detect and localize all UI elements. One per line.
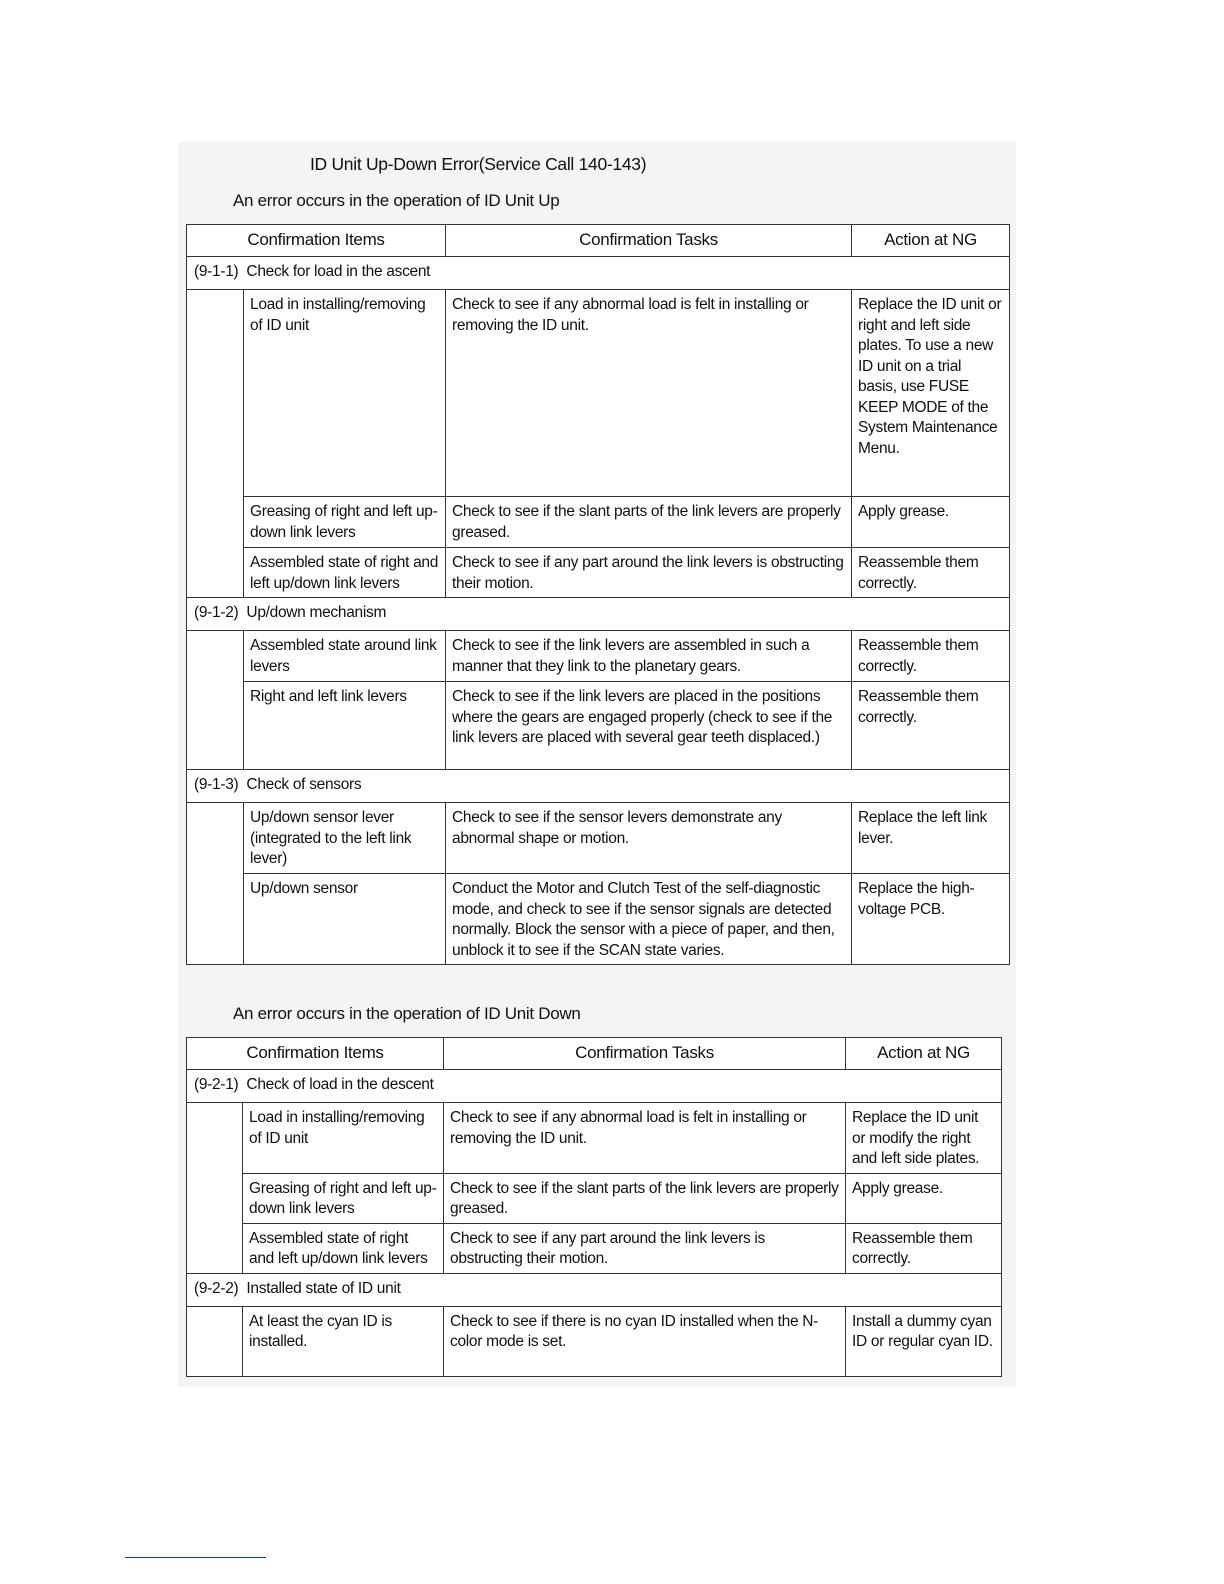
action-at-ng: Apply grease.: [852, 497, 1010, 548]
confirmation-task: Check to see if any part around the link levers is obstructing their motion.: [444, 1223, 846, 1273]
section-row: [187, 1070, 1002, 1103]
confirmation-task: Check to see if the link levers are assembled in such a manner that they link to the planetary gears.: [446, 631, 852, 682]
action-at-ng: Replace the high-voltage PCB.: [852, 874, 1010, 965]
action-at-ng: Install a dummy cyan ID or regular cyan ID.: [846, 1306, 1002, 1376]
header-confirmation-items: Confirmation Items: [187, 225, 446, 257]
confirmation-item: Up/down sensor: [244, 874, 446, 965]
action-at-ng: Apply grease.: [846, 1173, 1002, 1223]
action-at-ng: Reassemble them correctly.: [852, 631, 1010, 682]
action-at-ng: Replace the ID unit or modify the right and left side plates.: [846, 1103, 1002, 1174]
section-label: Installed state of ID unit: [246, 1279, 401, 1297]
table-caption-down: An error occurs in the operation of ID Unit Down: [233, 1004, 581, 1023]
table-header-row: [187, 225, 1010, 257]
indent-cell: [187, 1306, 243, 1376]
table-row: [187, 548, 1010, 598]
action-at-ng: Replace the ID unit or right and left side plates. To use a new ID unit on a trial basis, use FUSE KEEP MODE of the System Maintenance Menu.: [852, 290, 1010, 497]
table-row: [187, 803, 1010, 874]
header-action-at-ng: Action at NG: [852, 225, 1010, 257]
confirmation-task: Check to see if there is no cyan ID installed when the N-color mode is set.: [444, 1306, 846, 1376]
section-row: [187, 1273, 1002, 1306]
table-row: [187, 1223, 1002, 1273]
section-label: Check for load in the ascent: [246, 263, 431, 280]
confirmation-item: Right and left link levers: [244, 682, 446, 770]
table-row: [187, 497, 1010, 548]
header-confirmation-items: Confirmation Items: [187, 1038, 444, 1070]
table-row: [187, 1173, 1002, 1223]
confirmation-task: Check to see if the sensor levers demonstrate any abnormal shape or motion.: [446, 803, 852, 874]
section-label: Check of sensors: [246, 776, 362, 793]
table-row: [187, 1103, 1002, 1174]
action-at-ng: Reassemble them correctly.: [846, 1223, 1002, 1273]
confirmation-item: Assembled state around link levers: [244, 631, 446, 682]
indent-cell: [187, 803, 244, 965]
confirmation-task: Conduct the Motor and Clutch Test of the self-diagnostic mode, and check to see if the sensor signals are detected normally. Block the sensor with a piece of paper, and then, unblock it to see if the SCAN state varies.: [446, 874, 852, 965]
confirmation-task: Check to see if the slant parts of the link levers are properly greased.: [444, 1173, 846, 1223]
section-label: Up/down mechanism: [246, 604, 387, 621]
section-row: [187, 598, 1010, 631]
page-title: ID Unit Up-Down Error(Service Call 140-143): [310, 154, 647, 174]
confirmation-task: Check to see if any abnormal load is felt in installing or removing the ID unit.: [446, 290, 852, 497]
confirmation-item: Assembled state of right and left up/down link levers: [244, 548, 446, 598]
table-header-row: [187, 1038, 1002, 1070]
confirmation-item: Up/down sensor lever (integrated to the left link lever): [244, 803, 446, 874]
footnote-rule: [125, 1557, 266, 1558]
section-code: (9-1-2): [194, 604, 239, 621]
section-code: (9-2-1): [194, 1076, 239, 1093]
header-confirmation-tasks: Confirmation Tasks: [444, 1038, 846, 1070]
section-code: (9-1-1): [194, 263, 239, 280]
confirmation-item: Load in installing/removing of ID unit: [244, 290, 446, 497]
section-row: [187, 257, 1010, 290]
table-caption-up: An error occurs in the operation of ID Unit Up: [233, 191, 560, 210]
section-code: (9-1-3): [194, 776, 239, 793]
action-at-ng: Reassemble them correctly.: [852, 548, 1010, 598]
section-label: Check of load in the descent: [246, 1076, 434, 1093]
indent-cell: [187, 631, 244, 770]
confirmation-item: Greasing of right and left up-down link levers: [244, 497, 446, 548]
confirmation-item: Load in installing/removing of ID unit: [243, 1103, 444, 1174]
confirmation-table-down: [186, 1037, 1002, 1377]
table-row: [187, 874, 1010, 965]
confirmation-task: Check to see if any abnormal load is felt in installing or removing the ID unit.: [444, 1103, 846, 1174]
section-code: (9-2-2): [194, 1279, 239, 1297]
header-confirmation-tasks: Confirmation Tasks: [446, 225, 852, 257]
confirmation-item: Greasing of right and left up-down link levers: [243, 1173, 444, 1223]
confirmation-task: Check to see if the slant parts of the link levers are properly greased.: [446, 497, 852, 548]
confirmation-task: Check to see if the link levers are placed in the positions where the gears are engaged properly (check to see if the link levers are placed with several gear teeth displaced.): [446, 682, 852, 770]
confirmation-task: Check to see if any part around the link levers is obstructing their motion.: [446, 548, 852, 598]
table-row: [187, 631, 1010, 682]
table-row: [187, 290, 1010, 497]
action-at-ng: Reassemble them correctly.: [852, 682, 1010, 770]
table-row: [187, 1306, 1002, 1376]
action-at-ng: Replace the left link lever.: [852, 803, 1010, 874]
indent-cell: [187, 1103, 243, 1274]
confirmation-table-up: [186, 224, 1010, 965]
indent-cell: [187, 290, 244, 598]
table-row: [187, 682, 1010, 770]
confirmation-item: At least the cyan ID is installed.: [243, 1306, 444, 1376]
confirmation-item: Assembled state of right and left up/down link levers: [243, 1223, 444, 1273]
section-row: [187, 770, 1010, 803]
header-action-at-ng: Action at NG: [846, 1038, 1002, 1070]
